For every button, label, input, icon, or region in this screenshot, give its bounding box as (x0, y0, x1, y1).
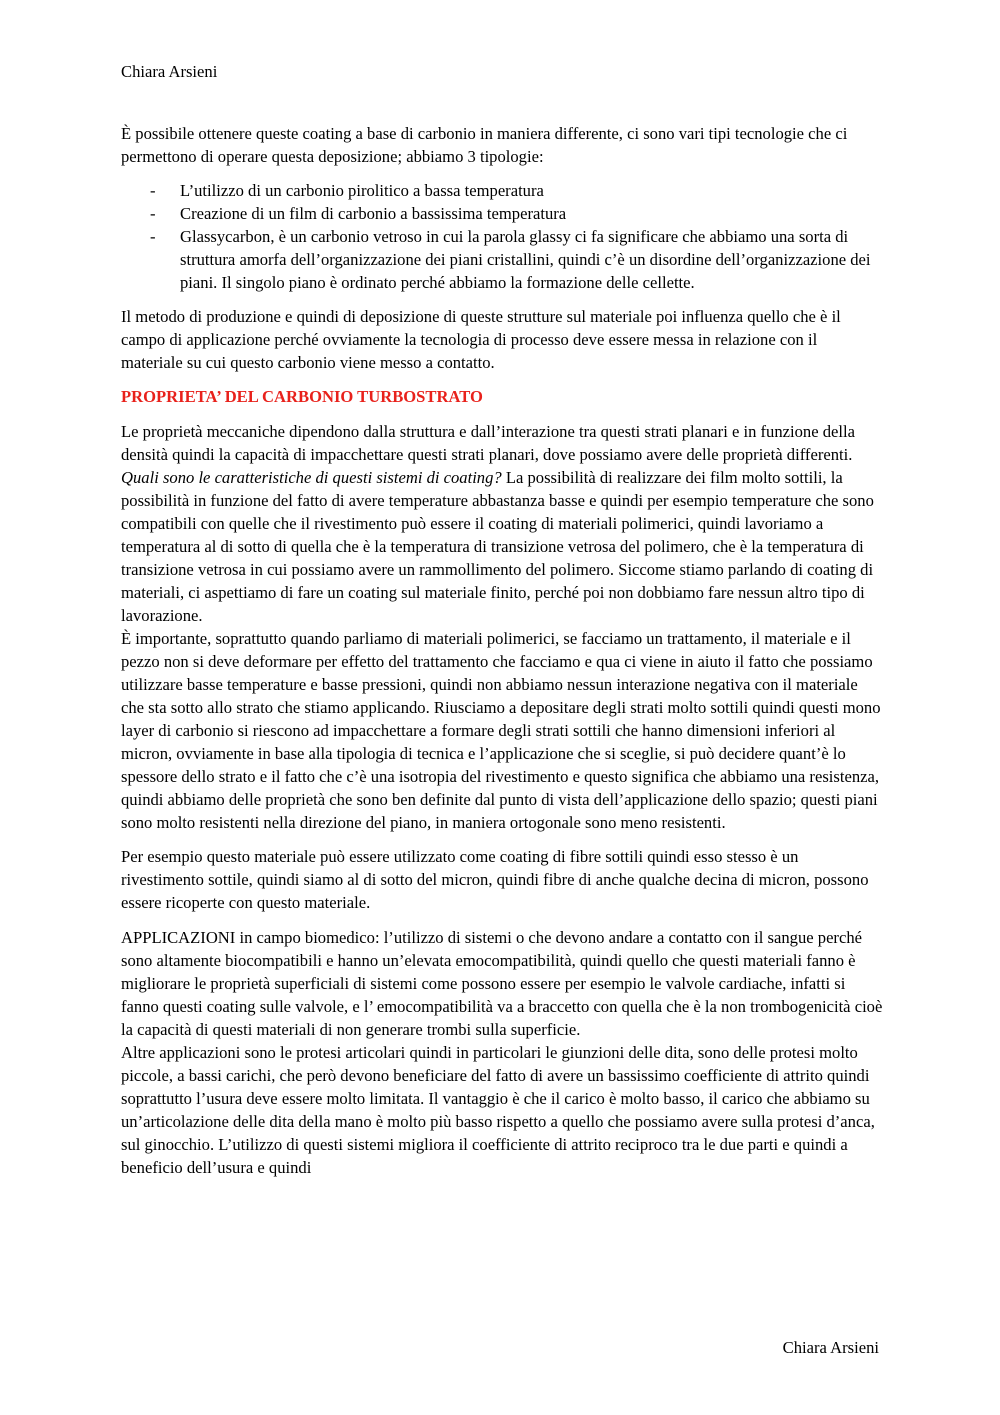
paragraph-intro: È possibile ottenere queste coating a base di carbonio in maniera differente, ci sono vari tipi tecnologie che ci permettono di operare questa deposizione; abbiamo 3 tipologie: (121, 124, 848, 167)
bullet-marker: - (150, 181, 156, 201)
list-item (121, 225, 883, 294)
list-item (121, 202, 883, 225)
question-text: Quali sono le caratteristiche di questi sistemi di coating? (121, 467, 502, 487)
section-heading: PROPRIETA’ DEL CARBONIO TURBOSTRATO (121, 387, 483, 407)
paragraph-proprieta: Le proprietà meccaniche dipendono dalla struttura e dall’interazione tra questi strati planari e in funzione della densità quindi la capacità di impacchettare questi strati planari, dove possiamo avere delle proprietà differenti. (121, 421, 855, 464)
list-item-text: Creazione di un film di carbonio a bassissima temperatura (180, 204, 567, 224)
paragraph-importante: È importante, soprattutto quando parliamo di materiali polimerici, se facciamo un trattamento, il materiale e il pezzo non si deve deformare per effetto del trattamento che facciamo e qua ci viene in aiuto il fatto che possiamo utilizzare basse temperature e basse pressioni, quindi non abbiamo nessun interazione negativa con il materiale che sta sotto allo strato che stiamo applicando. Riusciamo a depositare degli strati molto sottili quindi questi mono layer di carbonio si riescono ad impacchettare a formare degli strati sottili che hanno dimensioni inferiori al micron, ovviamente in base alla tipologia di tecnica e l’applicazione che si sceglie, si può decidere quant’è lo spessore dello strato e il fatto che c’è una isotropia del rivestimento e questo significa che abbiamo una resistenza, quindi abbiamo delle proprietà che sono ben definite dal punto di vista dell’applicazione dello spazio; questi piani sono molto resistenti nella direzione del piano, in maniera ortogonale sono meno resistenti. (121, 628, 881, 833)
list-item-text: L’utilizzo di un carbonio pirolitico a bassa temperatura (180, 181, 544, 201)
paragraph-question (121, 466, 883, 627)
paragraph-metodo: Il metodo di produzione e quindi di deposizione di queste strutture sul materiale poi influenza quello che è il campo di applicazione perché ovviamente la tecnologia di processo deve essere messa in relazione con il materiale su cui questo carbonio viene messo a contatto. (121, 307, 841, 373)
bullet-marker: - (150, 227, 156, 247)
paragraph-applicazioni: APPLICAZIONI in campo biomedico: l’utilizzo di sistemi o che devono andare a contatto con il sangue perché sono altamente biocompatibili e hanno un’elevata emocompatibilità, quindi quello che questi materiali fanno è migliorare le proprietà superficiali di sistemi come possono essere per esempio le valvole cardiache, infatti si fanno questi coating sulle valvole, e l’ emocompatibilità va a braccetto con quella che è la non trombogenicità cioè la capacità di questi materiali di non generare trombi sulla superficie. (121, 927, 883, 1039)
page-footer-author: Chiara Arsieni (782, 1338, 879, 1357)
bullet-list (121, 179, 883, 294)
list-item-text: Glassycarbon, è un carbonio vetroso in cui la parola glassy ci fa significare che abbiamo una sorta di struttura amorfa dell’organizzazione dei piani cristallini, quindi c’è un disordine dell’organizzazione dei piani. Il singolo piano è ordinato perché abbiamo la formazione delle cellette. (180, 227, 871, 293)
list-item (121, 179, 883, 202)
paragraph-esempio: Per esempio questo materiale può essere utilizzato come coating di fibre sottili quindi esso stesso è un rivestimento sottile, quindi siamo al di sotto del micron, quindi fibre di anche qualche decina di micron, possono essere ricoperte con questo materiale. (121, 847, 869, 913)
bullet-marker: - (150, 204, 156, 224)
question-answer-text: La possibilità di realizzare dei film molto sottili, la possibilità in funzione del fatto di avere temperature abbastanza basse e quindi per esempio temperature che sono compatibili con quelle che il rivestimento può essere il coating di materiali polimerici, quindi lavoriamo a temperatura al di sotto di quella che è la temperatura di transizione vetrosa del polimero, che è la temperatura di transizione vetrosa in cui possiamo avere un rammollimento del polimero. Siccome stiamo parlando di coating di materiali, ci aspettiamo di fare un coating sul materiale finito, perché poi non dobbiamo fare nessun altro tipo di lavorazione. (121, 467, 874, 625)
paragraph-altre-applicazioni: Altre applicazioni sono le protesi articolari quindi in particolari le giunzioni delle dita, sono delle protesi molto piccole, a bassi carichi, che però devono beneficiare del fatto di avere un bassissimo coefficiente di attrito quindi soprattutto l’usura deve essere molto limitata. Il vantaggio è che il carico è molto basso, il carico che abbiamo su un’articolazione delle dita della mano è molto più basso rispetto a quello che possiamo avere sulla protesi d’anca, sul ginocchio. L’utilizzo di questi sistemi migliora il coefficiente di attrito reciproco tra le due parti e quindi a beneficio dell’usura e quindi (121, 1042, 875, 1177)
page-header-author: Chiara Arsieni (121, 62, 218, 81)
document-body (121, 122, 883, 1179)
